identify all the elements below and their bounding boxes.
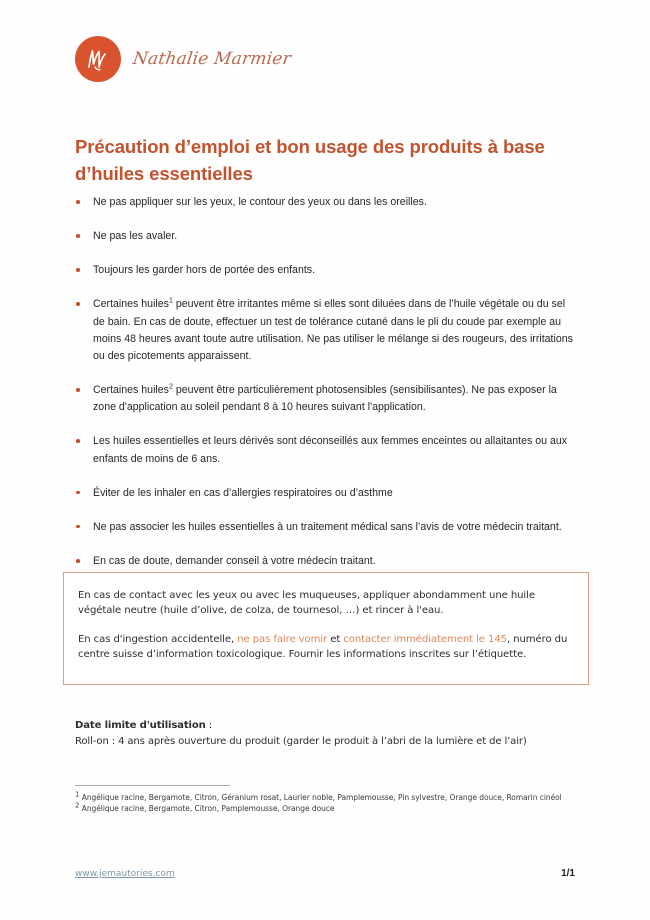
list-item (75, 485, 575, 502)
footnote-text: Angélique racine, Bergamote, Citron, Géranium rosat, Laurier noble, Pamplemousse, Pin sylvestre, Orange douce, Romarin cinéol (79, 793, 562, 802)
emergency-warning-box (63, 572, 589, 685)
list-item-text: Toujours les garder hors de portée des enfants. (93, 264, 316, 277)
warning-paragraph-ingestion (78, 632, 574, 663)
expiry-label-suffix: : (205, 720, 212, 731)
brand-wordmark: Nathalie Marmier (131, 49, 293, 69)
footnote-marker: 2 (75, 801, 80, 810)
warning-paragraph-contact: En cas de contact avec les yeux ou avec les muqueuses, appliquer abondamment une huile végétale neutre (huile d’olive, de colza, de tournesol, …) et rincer à l'eau. (78, 590, 535, 617)
footnote-marker: 2 (168, 383, 173, 391)
document-header (75, 36, 291, 82)
list-item (75, 262, 575, 279)
expiry-block (75, 718, 585, 750)
expiry-heading (75, 718, 585, 734)
bullet-dot-icon (76, 302, 80, 306)
footnote-marker: 1 (168, 297, 173, 305)
footnote-marker: 1 (75, 790, 80, 799)
list-item-text-lead: Certaines huiles (93, 384, 169, 397)
bullet-dot-icon (76, 559, 80, 563)
bullet-dot-icon (76, 388, 80, 392)
bullet-dot-icon (76, 200, 80, 204)
warning-text-part: En cas d'ingestion accidentelle, (78, 633, 238, 645)
list-item (75, 194, 575, 211)
list-item (75, 433, 575, 467)
bullet-dot-icon (76, 439, 80, 443)
bullet-dot-icon (76, 268, 80, 272)
monogram-circle-icon (75, 36, 121, 82)
footnote-text: Angélique racine, Bergamote, Citron, Pamplemousse, Orange douce (79, 804, 335, 814)
list-item (75, 519, 575, 536)
list-item (75, 382, 575, 416)
list-item-text: Les huiles essentielles et leurs dérivés sont déconseillés aux femmes enceintes ou allaitantes ou aux enfants de moins de 6 ans. (93, 435, 568, 465)
list-item-text-rest: peuvent être irritantes même si elles sont diluées dans de l’huile végétale ou du sel de bain. En cas de doute, effectuer un test de tolérance cutané dans le pli du coude par exemple au moins 48 heures avant toute autre utilisation. Ne pas utiliser le mélange si des rougeurs, des irritations ou des picotements apparaissent. (93, 298, 573, 362)
website-link[interactable]: www.jemautories.com (75, 869, 175, 879)
list-item (75, 553, 575, 570)
warning-text-part: , numéro du centre suisse d’information toxicologique. Fournir les informations inscrites sur l’étiquette. (78, 633, 568, 660)
list-item-text-lead: Certaines huiles (93, 298, 169, 311)
bullet-dot-icon (76, 491, 80, 495)
list-item (75, 296, 575, 365)
bullet-dot-icon (76, 234, 80, 238)
list-item-text: En cas de doute, demander conseil à votre médecin traitant. (93, 555, 376, 568)
precautions-list (75, 194, 575, 570)
page-title: Précaution d’emploi et bon usage des produits à base d’huiles essentielles (75, 136, 545, 184)
list-item-text-rest: peuvent être particulièrement photosensibles (sensibilisantes). Ne pas exposer la zone d'application au soleil pendant 8 à 10 heures suivant l'application. (93, 384, 557, 414)
footnote-item (75, 792, 585, 803)
expiry-value: Roll-on : 4 ans après ouverture du produit (garder le produit à l’abri de la lumière et de l’air) (75, 735, 527, 747)
list-item-text: Éviter de les inhaler en cas d’allergies respiratoires ou d’asthme (93, 486, 393, 499)
warning-highlight-no-vomit: ne pas faire vomir (237, 633, 328, 645)
expiry-label: Date limite d'utilisation (75, 720, 206, 731)
footnote-item (75, 803, 585, 814)
footnote-separator (75, 785, 230, 786)
page-number: 1/1 (561, 868, 575, 879)
list-item-text: Ne pas appliquer sur les yeux, le contour des yeux ou dans les oreilles. (93, 196, 427, 208)
document-footer (75, 868, 575, 879)
list-item-text: Ne pas associer les huiles essentielles à un traitement médical sans l’avis de votre médecin traitant. (93, 520, 562, 533)
bullet-dot-icon (76, 525, 80, 529)
list-item-text: Ne pas les avaler. (93, 230, 178, 243)
warning-text-part: et (327, 633, 344, 645)
warning-highlight-emergency-number: contacter immédiatement le 145 (343, 633, 507, 645)
footnotes-block (75, 792, 585, 815)
list-item (75, 228, 575, 245)
